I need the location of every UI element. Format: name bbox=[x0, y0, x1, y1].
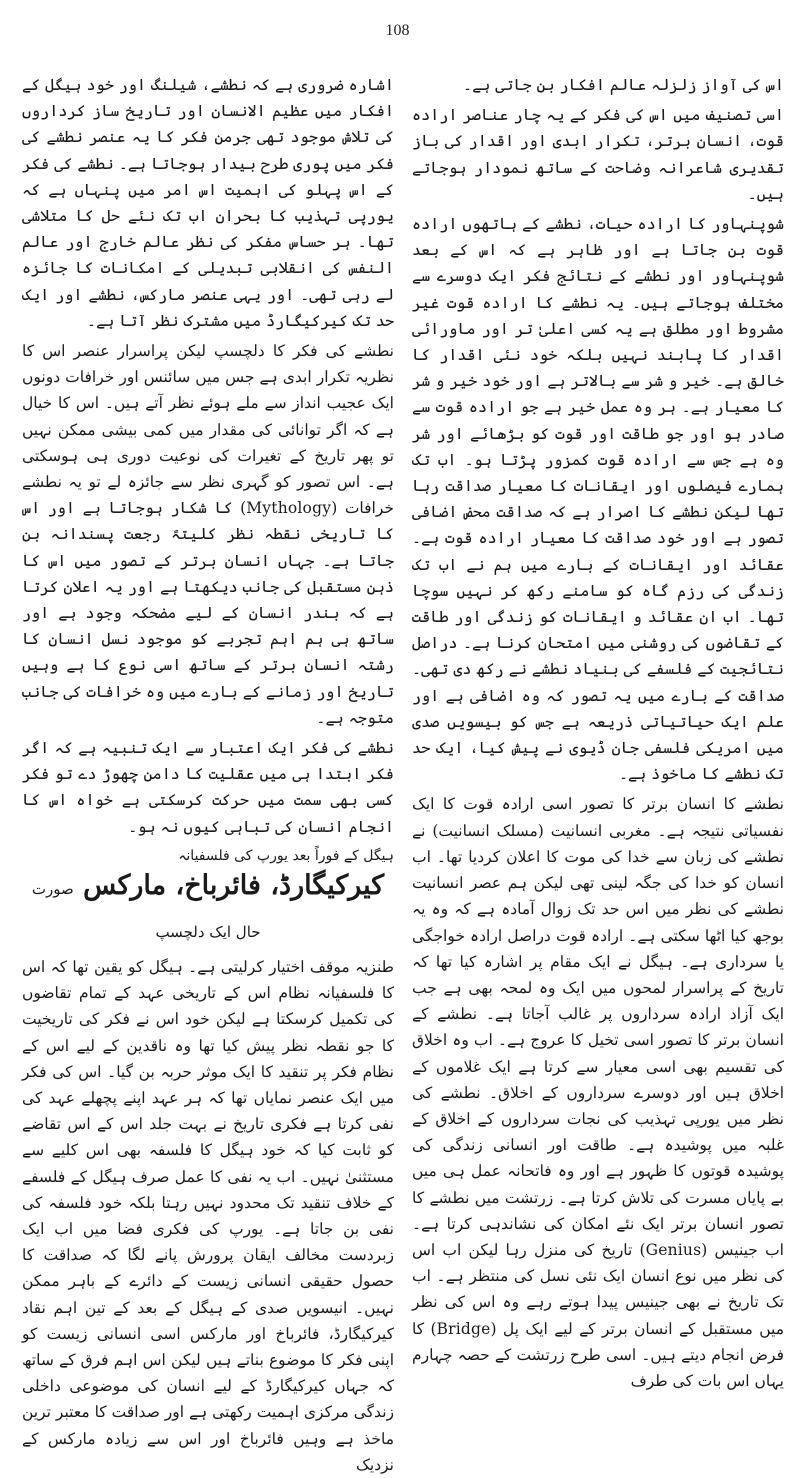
section-title-tail: صورت حال ایک دلچسپ bbox=[31, 879, 261, 941]
left-column bbox=[22, 72, 395, 1474]
paragraph: اسی تصنیف میں اس کی فکر کے یہ چار عناصر ارادہ قوت، انسان برتر، تکرار ابدی اور اقدار کی باز تقدیری شاعرانہ وضاحت کے ساتھ نمودار ہوجاتے ہیں۔ bbox=[412, 106, 784, 203]
section-title: کیرکیگارڈ، فائرباخ، مارکس bbox=[83, 869, 385, 901]
paragraph: نطشے کی فکر ایک اعتبار سے ایک تنبیہ ہے کہ اگر فکر ابتدا ہی میں عقلیت کا دامن چھوڑ دے تو فکر کسی بھی سمت میں حرکت کرسکتی ہے خواہ اس کا انجام انسان کی تباہی کیوں نہ ہو۔ bbox=[22, 739, 394, 836]
paragraph: نطشے کی فکر کا دلچسپ لیکن پراسرار عنصر اس کا نظریہ تکرار ابدی ہے جس میں سائنس اور خرافات دونوں ایک عجیب انداز سے ملے ہوئے نظر آتے ہیں۔ اس کا خیال ہے کہ اگر توانائی کی مقدار میں کمی بیشی ممکن نہیں تو پھر تاریخ کے تغیرات کی نوعیت دوری ہی ہوسکتی ہے۔ اس تصور کو گہری نظر سے جائزہ لے تو یہ نطشے خرافات (Mythology) کا شکار ہوجاتا ہے اور اس کا تاریخی نقطہ نظر کلیتہً رجعت پسندانہ بن جاتا ہے۔ جہاں انسان برتر کے تصور میں اس کا ذہن مستقبل کی جانب دیکھتا ہے اور یہ اعلان کرتا ہے کہ بندر انسان کے لیے مضحکہ وجود ہے اور ساتھ ہی ہم اہم تجربے کو موجود نسل انسان کا رشتہ انسان برتر کے ساتھ اسی نوع کا ہے وہیں تاریخ اور زمانے کے بارے میں وہ خرافات کی جانب متوجہ ہے۔ bbox=[22, 342, 395, 727]
paragraph: شوپنہاور کا ارادہ حیات، نطشے کے ہاتھوں ارادہ قوت بن جاتا ہے اور ظاہر ہے کہ اس کے بعد شوپنہاور اور نطشے کے نتائج فکر ایک دوسرے سے مختلف ہوجاتے ہیں۔ یہ نطشے کا ارادہ قوت غیر مشروط اور مطلق ہے یہ کسی اعلیٰ تر اور ماورائی اقدار کا پابند نہیں بلکہ خود نئی اقدار کا خالق ہے۔ خیر و شر سے بالاتر ہے اور خود خیر و شر کا معیار ہے۔ ہر وہ عمل خیر ہے جو ارادہ قوت سے صادر ہو اور جو طاقت اور قوت کو بڑھائے اور شر وہ ہے جس سے ارادہ قوت کمزور پڑتا ہو۔ اب تک ہمارے فیصلوں اور ایقانات کا معیار صداقت رہا تھا لیکن نطشے کا اصرار ہے کہ صداقت محض اضافی تصور ہے اور خود صداقت کا معیار ارادہ قوت ہے۔ عقائد اور ایقانات کے بارے میں ہم نے اب تک زندگی کی رزم گاہ کو سامنے رکھ کر نہیں سوچا تھا۔ اب ان عقائد و ایقانات کو زندگی اور طاقت کے تقاضوں کی روشنی میں امتحان کرنا ہے۔ دراصل نتائجیت کے فلسفے کی بنیاد نطشے نے رکھ دی تھی۔ صداقت کے بارے میں یہ تصور کہ وہ اضافی ہے اور علم ایک حیاتیاتی ذریعہ ہے جس کو بیسویں صدی میں امریکی فلسفی جان ڈیوی نے پیش کیا، ایک حد تک نطشے کا ماخوذ ہے۔ bbox=[412, 215, 784, 784]
paragraph: طنزیہ موقف اختیار کرلیتی ہے۔ ہیگل کو یقین تھا کہ اس کا فلسفیانہ نظام اس کے تاریخی عہد کے تمام تقاضوں کی تکمیل کرسکتا ہے لیکن خود اس نے فکر کی تاریخیت کا جو نقطہ نظر پیش کیا تھا وہ ناقدین کے لیے اس کے نظام فکر پر تنقید کا ایک موثر حربہ بن گیا۔ اس کی فکر میں ایک عنصر نمایاں تھا کہ ہر عہد اپنے پچھلے عہد کی نفی کرتا ہے فکری تاریخ نے بہت جلد اس کے اس تقاضے کو ثابت کیا کہ خود ہیگل کا فلسفہ بھی اس کلیے سے مستثنیٰ نہیں۔ اب یہ نفی کا عمل صرف ہیگل کے فلسفے کے خلاف تنقید تک محدود نہیں رہتا بلکہ خود فلسفہ کی نفی بن جاتا ہے۔ یورپ کی فکری فضا میں اب ایک زبردست مخالف ایقان پرورش پانے لگا کہ صداقت کا حصول حقیقی انسانی زیست کے دائرے کے باہر ممکن نہیں۔ انیسویں صدی کے ہیگل کے بعد کے تین اہم نقاد کیرکیگارڈ، فائرباخ اور مارکس اسی انسانی زیست کو اپنی فکر کا موضوع بناتے ہیں لیکن اس اہم فرق کے ساتھ کہ جہاں کیرکیگارڈ کے لیے انسان کی موضوعی داخلی زندگی مرکزی اہمیت رکھتی ہے اور صداقت کا معتبر ترین ماخذ ہے وہیں فائرباخ اور اس سے زیادہ مارکس کے نزدیک bbox=[22, 957, 394, 1474]
section-intro: ہیگل کے فوراً بعد یورپ کی فلسفیانہ bbox=[178, 847, 394, 864]
paragraph: اس کی آواز زلزلہ عالم افکار بن جاتی ہے۔ bbox=[463, 76, 784, 94]
paragraph: اشارہ ضروری ہے کہ نطشے، شیلنگ اور خود ہیگل کے افکار میں عظیم الانسان اور تاریخ ساز کرداروں کی تلاش موجود تھی جرمن فکر کا یہ عنصر نطشے کی فکر میں پوری طرح بیدار ہوجاتا ہے۔ نطشے کی فکر کے اس پہلو کی اہمیت اس امر میں پنہاں ہے کہ یورپی تہذیب کا بحران اب تک نئے حل کا متلاشی تھا۔ ہر حساس مفکر کی نظر عالم خارج اور عالم النفس کی انقلابی تبدیلی کے امکانات کا جائزہ لے رہی تھی۔ اور یہی عنصر مارکس، نطشے اور ایک حد تک کیرکیگارڈ میں مشترک نظر آتا ہے۔ bbox=[22, 76, 394, 330]
paragraph: نطشے کا انسان برتر کا تصور اسی ارادہ قوت کا ایک نفسیاتی نتیجہ ہے۔ مغربی انسانیت (مسلک انسانیت) نے نطشے کی زبان سے خدا کی موت کا اعلان کردیا تھا۔ اب انسان کو خدا کی جگہ لینی تھی لیکن ہم عصر انسانیت نطشے کی نظر میں اس حد تک زوال آمادہ ہے کہ وہ یہ بوجھ کیا اٹھا سکتی ہے۔ ارادہ قوت دراصل ارادہ خواجگی یا سرداری ہے۔ ہیگل نے ایک مقام پر اشارہ کیا تھا کہ تاریخ کے پراسرار لمحوں میں ایک وہ لمحہ بھی ہے جب ایک آزاد ارادہ سرداروں پر غالب آجاتا ہے۔ نطشے کے انسان برتر کا تصور اسی تخیل کا عروج ہے۔ اب وہ اخلاق کی تقسیم بھی اسی معیار سے کرتا ہے ایک غلاموں کے اخلاق ہیں اور دوسرے سرداروں کے اخلاق۔ نطشے کی نظر میں یورپی تہذیب کی نجات سرداروں کے اخلاق کے غلبہ میں پوشیدہ ہے۔ طاقت اور انسانی زندگی کی پوشیدہ قوتوں کا ظہور ہے اور وہ فاتحانہ عمل ہی میں بے پایاں مسرت کی تلاش کرتا ہے۔ زرتشت میں نطشے کا تصور انسان برتر ایک نئے امکان کی نشاندہی کرتا ہے۔ اب جینیس (Genius) تاریخ کی منزل رہا لیکن اب اس کی نظر میں نوع انسان ایک نئی نسل کی منتظر ہے۔ اب تک تاریخ نے بھی جینیس پیدا ہوتے رہے وہ اس کی نظر میں مستقبل کے انسان برتر کے لیے ایک پل (Bridge) کا فرض انجام دیتے ہیں۔ اسی طرح زرتشت کے حصہ چہارم یہاں اس بات کی طرف bbox=[412, 795, 785, 1390]
right-column bbox=[412, 72, 785, 1390]
section-heading bbox=[22, 866, 394, 952]
page-number: 108 bbox=[385, 22, 410, 39]
